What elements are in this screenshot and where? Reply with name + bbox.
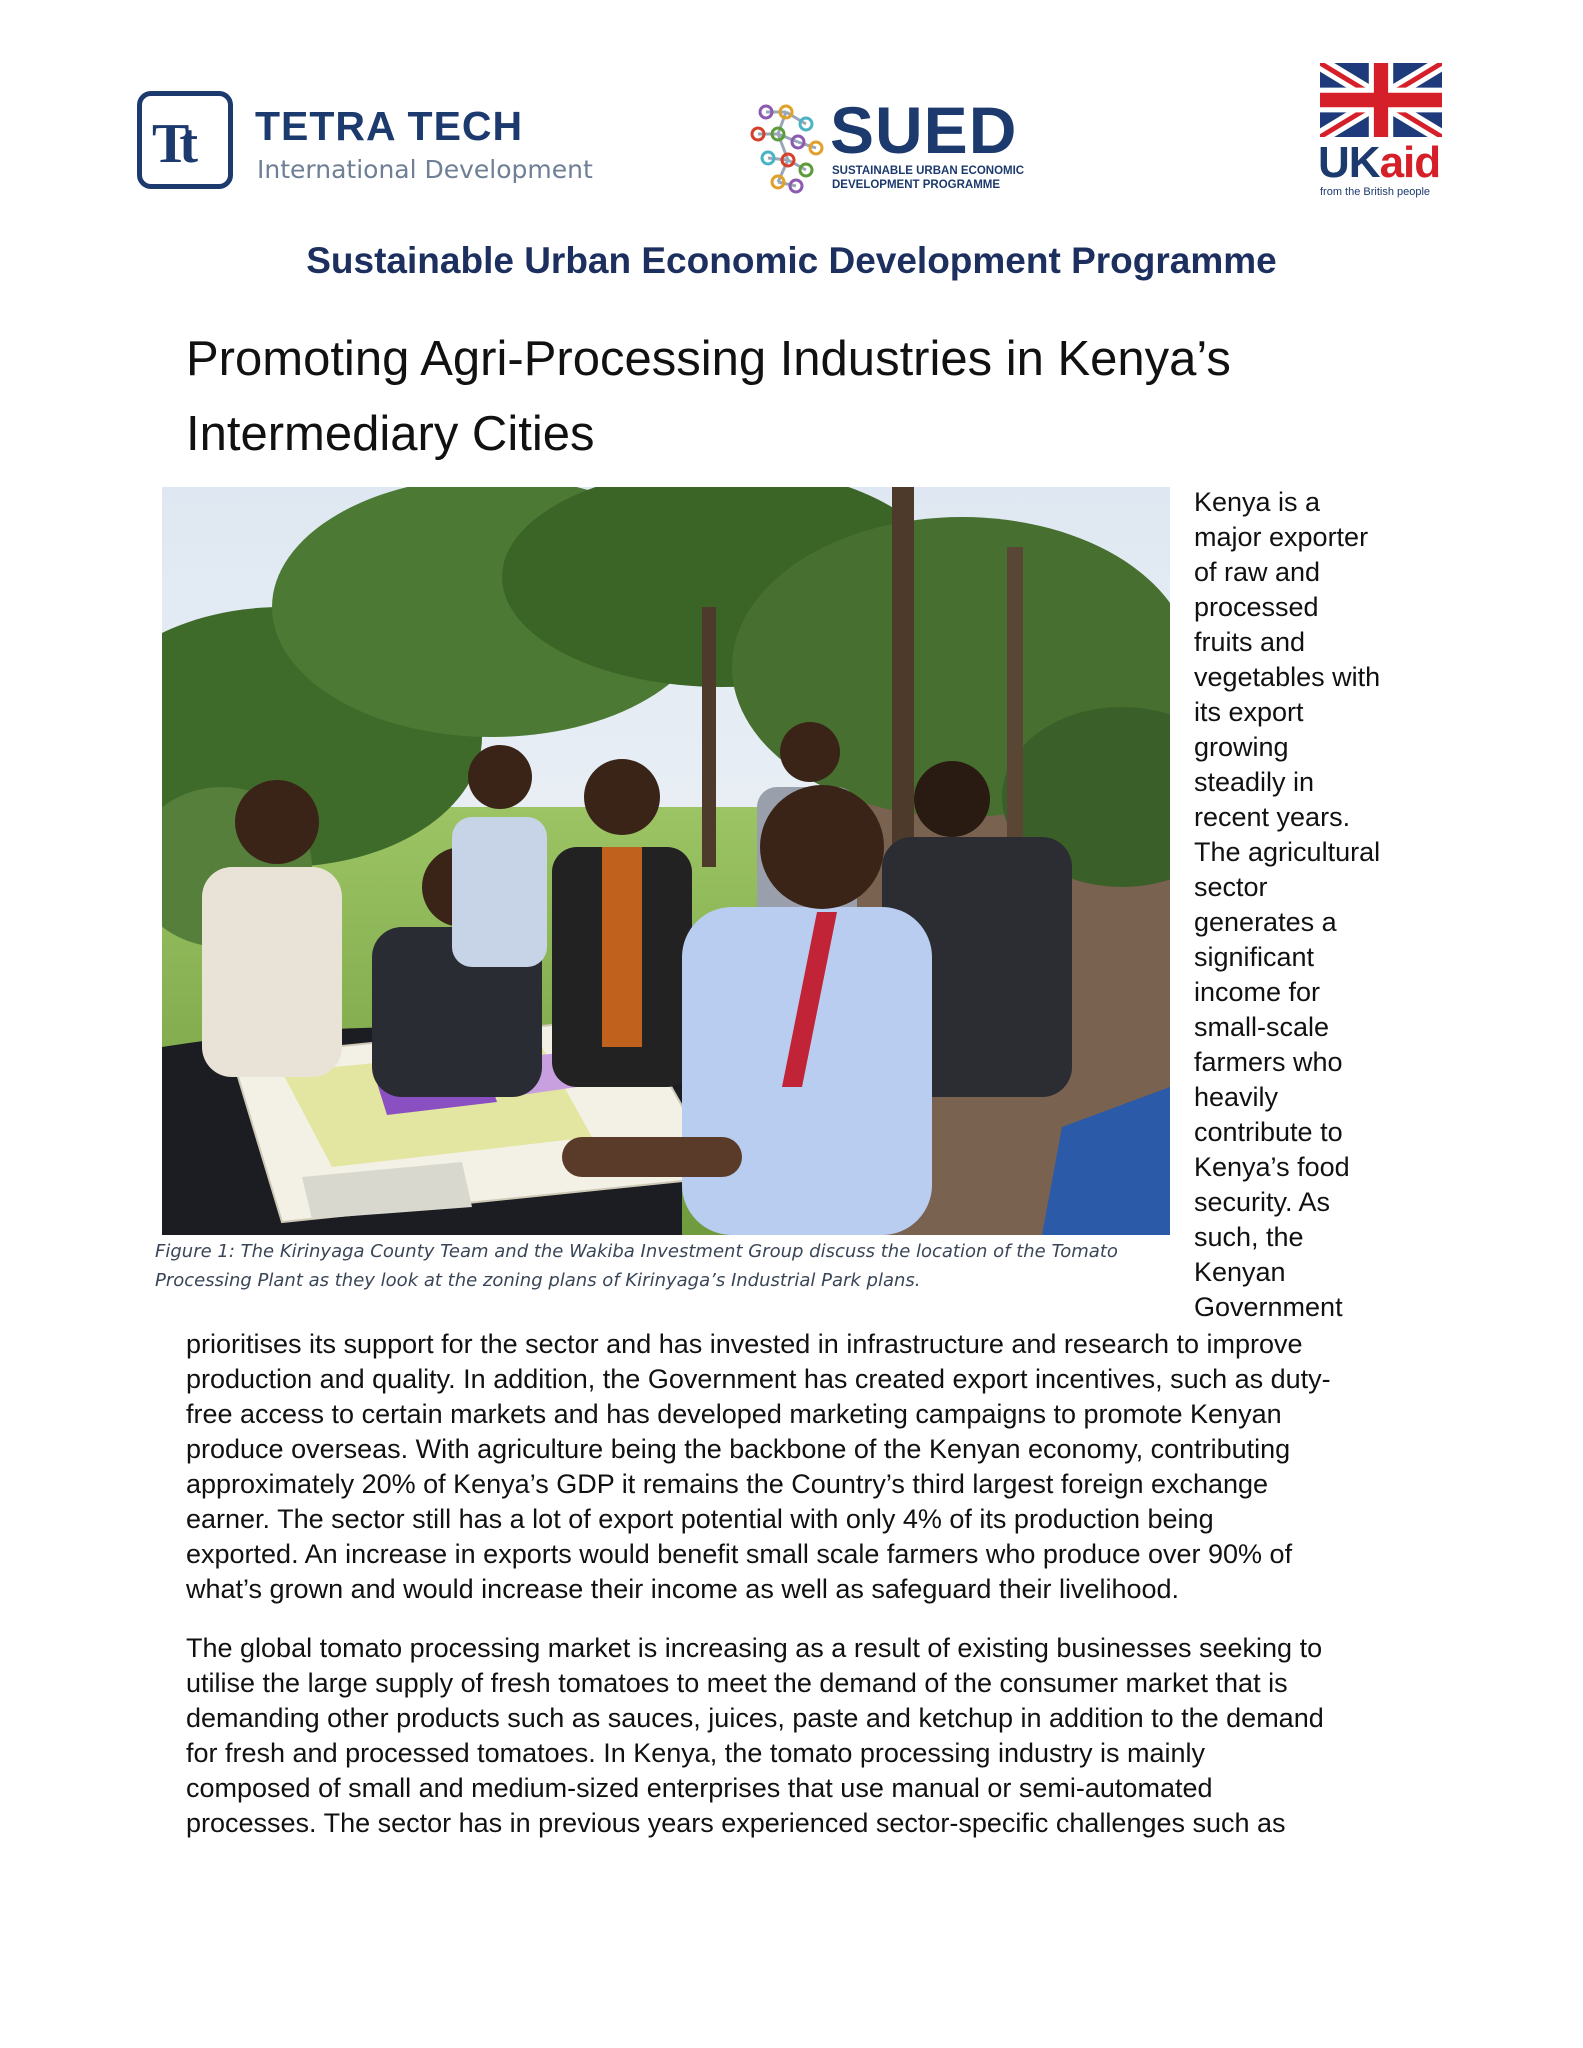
figure-photo [162,487,1170,1235]
side-column-text [1194,485,1434,1325]
text-line: farmers who [1194,1047,1343,1077]
text-line: earner. The sector still has a lot of export potential with only 4% of its production being [186,1504,1214,1534]
text-line: of raw and [1194,557,1321,587]
sued-subtitle [832,164,1062,192]
tetra-tech-mark-icon [137,91,233,189]
text-line: exported. An increase in exports would benefit small scale farmers who produce over 90% of [186,1539,1293,1569]
text-line: produce overseas. With agriculture being the backbone of the Kenyan economy, contributing [186,1434,1291,1464]
text-line: The global tomato processing market is increasing as a result of existing businesses seeking to [186,1633,1323,1663]
ukaid-logo [1318,63,1444,203]
article-title-line: Promoting Agri-Processing Industries in Kenya’s [186,332,1231,386]
text-line: for fresh and processed tomatoes. In Kenya, the tomato processing industry is mainly [186,1738,1206,1768]
figure-caption [155,1237,1185,1295]
text-line: demanding other products such as sauces, juices, paste and ketchup in addition to the demand [186,1703,1324,1733]
text-line: Kenya’s food [1194,1152,1350,1182]
text-line: sector [1194,872,1268,902]
sued-subtitle-line: SUSTAINABLE URBAN ECONOMIC [832,165,1025,177]
ukaid-aid: aid [1379,138,1441,187]
sued-logo [748,93,1048,198]
text-line: generates a [1194,907,1337,937]
programme-title: Sustainable Urban Economic Development Programme [306,240,1277,281]
text-line: Kenya is a [1194,487,1321,517]
text-line: fruits and [1194,627,1306,657]
sued-name: SUED [830,93,1018,167]
field-meeting-photo-icon [162,487,1170,1235]
text-line: significant [1194,942,1315,972]
sued-network-icon [748,98,828,198]
sued-subtitle-line: DEVELOPMENT PROGRAMME [832,179,1001,191]
figure-caption-line: Figure 1: The Kirinyaga County Team and the Wakiba Investment Group discuss the location of the Tomato [155,1241,1118,1262]
text-line: approximately 20% of Kenya’s GDP it remains the Country’s third largest foreign exchange [186,1469,1269,1499]
text-line: vegetables with [1194,662,1381,692]
article-title-line: Intermediary Cities [186,407,595,461]
ukaid-wordmark [1318,138,1441,187]
paragraph-2 [186,1631,1416,1841]
text-line: security. As [1194,1187,1331,1217]
text-line: composed of small and medium-sized enterprises that use manual or semi-automated [186,1773,1213,1803]
text-line: growing [1194,732,1289,762]
text-line: what’s grown and would increase their income as well as safeguard their livelihood. [186,1574,1180,1604]
text-line: Government [1194,1292,1343,1322]
text-line: processed [1194,592,1319,622]
ukaid-uk: UK [1318,138,1380,187]
paragraph-1 [186,1327,1416,1607]
union-jack-flag-icon [1320,63,1442,137]
text-line: prioritises its support for the sector and has invested in infrastructure and research to improve [186,1329,1303,1359]
text-line: utilise the large supply of fresh tomatoes to meet the demand of the consumer market that is [186,1668,1288,1698]
tetra-tech-logo [137,91,593,195]
figure-caption-line: Processing Plant as they look at the zoning plans of Kirinyaga’s Industrial Park plans. [155,1270,921,1291]
text-line: recent years. [1194,802,1351,832]
text-line: major exporter [1194,522,1369,552]
text-line: processes. The sector has in previous years experienced sector-specific challenges such as [186,1808,1286,1838]
text-line: production and quality. In addition, the Government has created export incentives, such as duty- [186,1364,1331,1394]
text-line: heavily [1194,1082,1279,1112]
text-line: steadily in [1194,767,1315,797]
text-line: small-scale [1194,1012,1330,1042]
text-line: such, the [1194,1222,1304,1252]
ukaid-tagline: from the British people [1320,186,1431,198]
tetra-tech-mark-text: Tt [152,113,188,175]
article-title [186,322,1386,472]
text-line: The agricultural [1194,837,1381,867]
text-line: its export [1194,697,1304,727]
text-line: income for [1194,977,1321,1007]
tetra-tech-subtitle: International Development [257,155,593,184]
text-line: Kenyan [1194,1257,1286,1287]
tetra-tech-name: TETRA TECH [255,103,524,149]
text-line: contribute to [1194,1117,1343,1147]
text-line: free access to certain markets and has developed marketing campaigns to promote Kenyan [186,1399,1282,1429]
